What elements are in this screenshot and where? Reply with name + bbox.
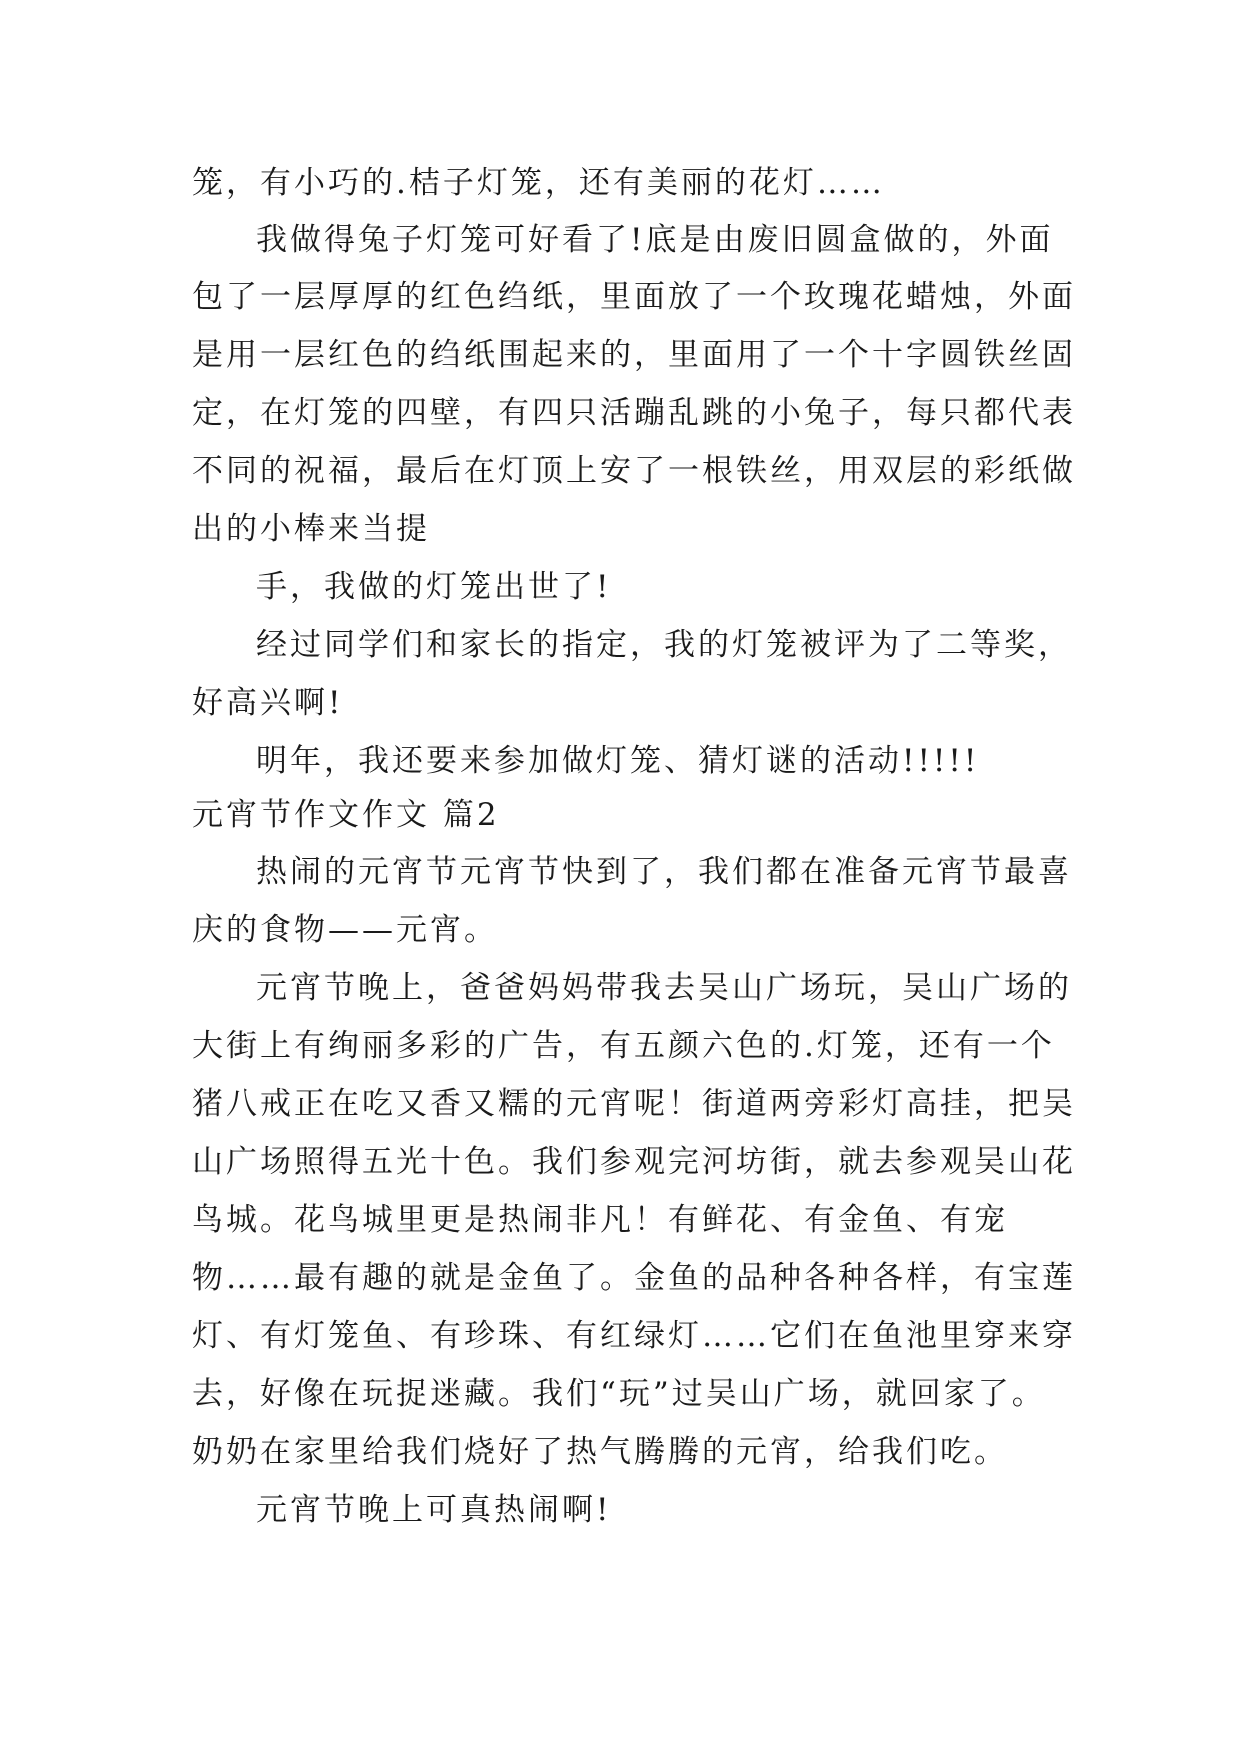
text-line: 包了一层厚厚的红色绉纸，里面放了一个玫瑰花蜡烛，外面 [192,279,1076,315]
text-line: 手，我做的灯笼出世了! [256,569,612,605]
text-line: 好高兴啊! [192,685,344,721]
text-line: 鸟城。花鸟城里更是热闹非凡！有鲜花、有金鱼、有宠 [192,1202,1008,1238]
text-line: 我做得兔子灯笼可好看了!底是由废旧圆盒做的，外面 [256,222,1054,258]
text-line: 奶奶在家里给我们烧好了热气腾腾的元宵，给我们吃。 [192,1434,1008,1470]
text-line: 是用一层红色的绉纸围起来的，里面用了一个十字圆铁丝固 [192,337,1076,373]
text-line: 热闹的元宵节元宵节快到了，我们都在准备元宵节最喜 [256,854,1072,890]
text-line: 明年，我还要来参加做灯笼、猜灯谜的活动!!!!! [256,743,980,779]
text-line: 元宵节晚上可真热闹啊! [256,1492,612,1528]
text-line: 定，在灯笼的四壁，有四只活蹦乱跳的小兔子，每只都代表 [192,395,1076,431]
text-line: 元宵节晚上，爸爸妈妈带我去吴山广场玩，吴山广场的 [256,970,1072,1006]
text-line: 去，好像在玩捉迷藏。我们“玩”过吴山广场，就回家了。 [192,1376,1046,1412]
text-line: 大街上有绚丽多彩的广告，有五颜六色的.灯笼，还有一个 [192,1028,1055,1064]
text-line: 庆的食物——元宵。 [192,912,498,948]
text-line: 不同的祝福，最后在灯顶上安了一根铁丝，用双层的彩纸做 [192,453,1076,489]
text-line: 山广场照得五光十色。我们参观完河坊街，就去参观吴山花 [192,1144,1076,1180]
text-line: 物……最有趣的就是金鱼了。金鱼的品种各种各样，有宝莲 [192,1260,1076,1296]
section-heading: 元宵节作文作文 篇2 [192,797,500,833]
text-line: 猪八戒正在吃又香又糯的元宵呢！街道两旁彩灯高挂，把吴 [192,1086,1076,1122]
text-line: 经过同学们和家长的指定，我的灯笼被评为了二等奖， [256,627,1072,663]
text-line: 出的小棒来当提 [192,511,430,547]
text-line: 灯、有灯笼鱼、有珍珠、有红绿灯……它们在鱼池里穿来穿 [192,1318,1076,1354]
text-line: 笼，有小巧的.桔子灯笼，还有美丽的花灯…… [192,165,885,201]
